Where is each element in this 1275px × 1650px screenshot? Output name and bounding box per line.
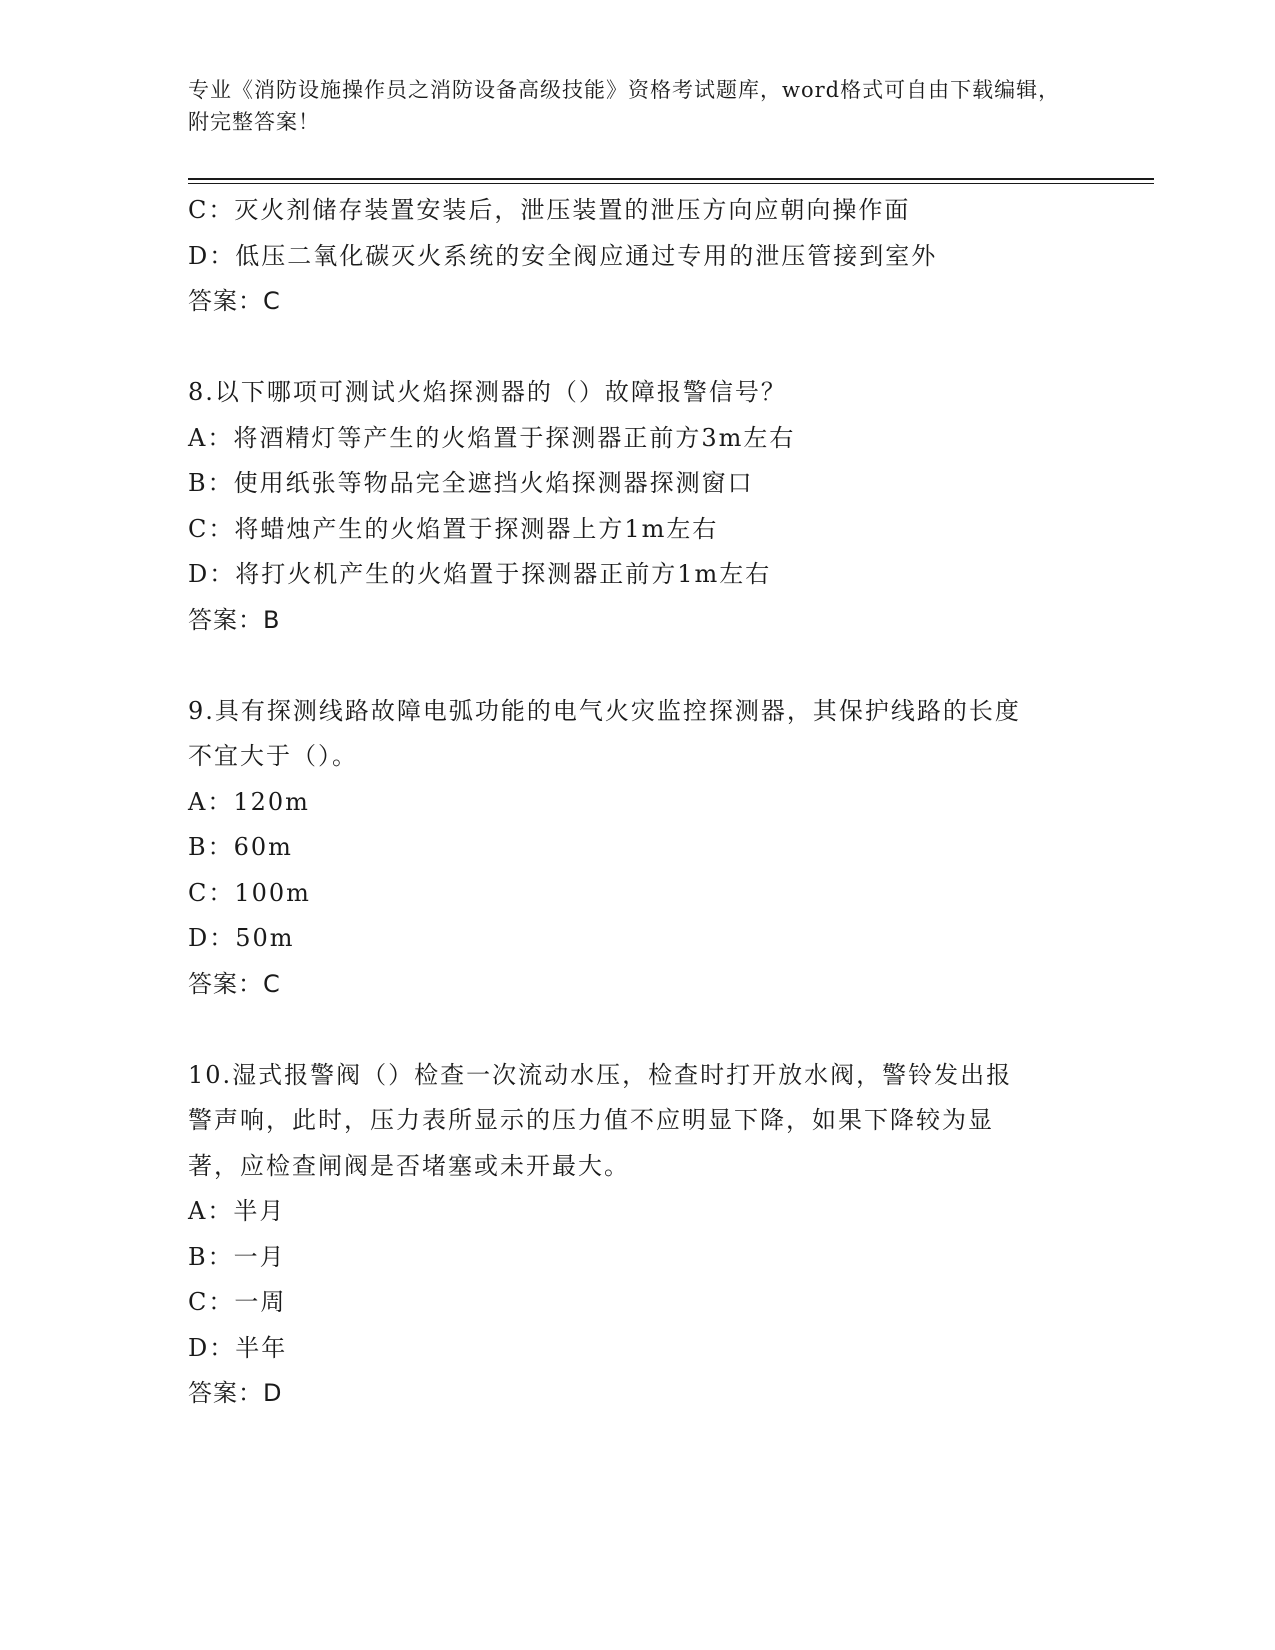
option-d: D：50m [188,924,295,952]
option-d: D：半年 [188,1333,288,1362]
option-a: A：120m [188,787,310,816]
option-d: D：将打火机产生的火焰置于探测器正前方1m左右 [188,560,772,588]
question-text: 10.湿式报警阀（）检查一次流动水压，检查时打开放水阀，警铃发出报警声响，此时，压力表所显示的压力值不应明显下降，如果下降较为显著，应检查闸阀是否堵塞或未开最大。 [188,1060,1013,1180]
header-rule-thin [188,183,1154,184]
question-text: 8.以下哪项可测试火焰探测器的（）故障报警信号？ [188,378,787,406]
option-b: B：60m [188,833,293,861]
option-c: C：灭火剂储存装置安装后，泄压装置的泄压方向应朝向操作面 [188,196,911,224]
option-d: D：低压二氧化碳灭火系统的安全阀应通过专用的泄压管接到室外 [188,241,938,270]
question-content [188,188,1088,1417]
question-text: 9.具有探测线路故障电弧功能的电气火灾监控探测器，其保护线路的长度不宜大于（）。 [188,696,1021,770]
option-c: C：将蜡烛产生的火焰置于探测器上方1m左右 [188,514,719,543]
option-c: C：一周 [188,1288,287,1316]
option-a: A：半月 [188,1197,286,1225]
header-rule [188,178,1154,180]
answer: 答案：C [188,287,281,315]
option-c: C：100m [188,878,311,907]
option-b: B：使用纸张等物品完全遮挡火焰探测器探测窗口 [188,469,754,497]
header-text: 专业《消防设施操作员之消防设备高级技能》资格考试题库，word格式可自由下载编辑，附完整答案！ [188,78,1061,134]
option-b: B：一月 [188,1242,286,1271]
answer: 答案：D [188,1379,283,1407]
option-a: A：将酒精灯等产生的火焰置于探测器正前方3m左右 [188,423,796,452]
answer: 答案：C [188,969,281,998]
answer: 答案：B [188,605,281,634]
